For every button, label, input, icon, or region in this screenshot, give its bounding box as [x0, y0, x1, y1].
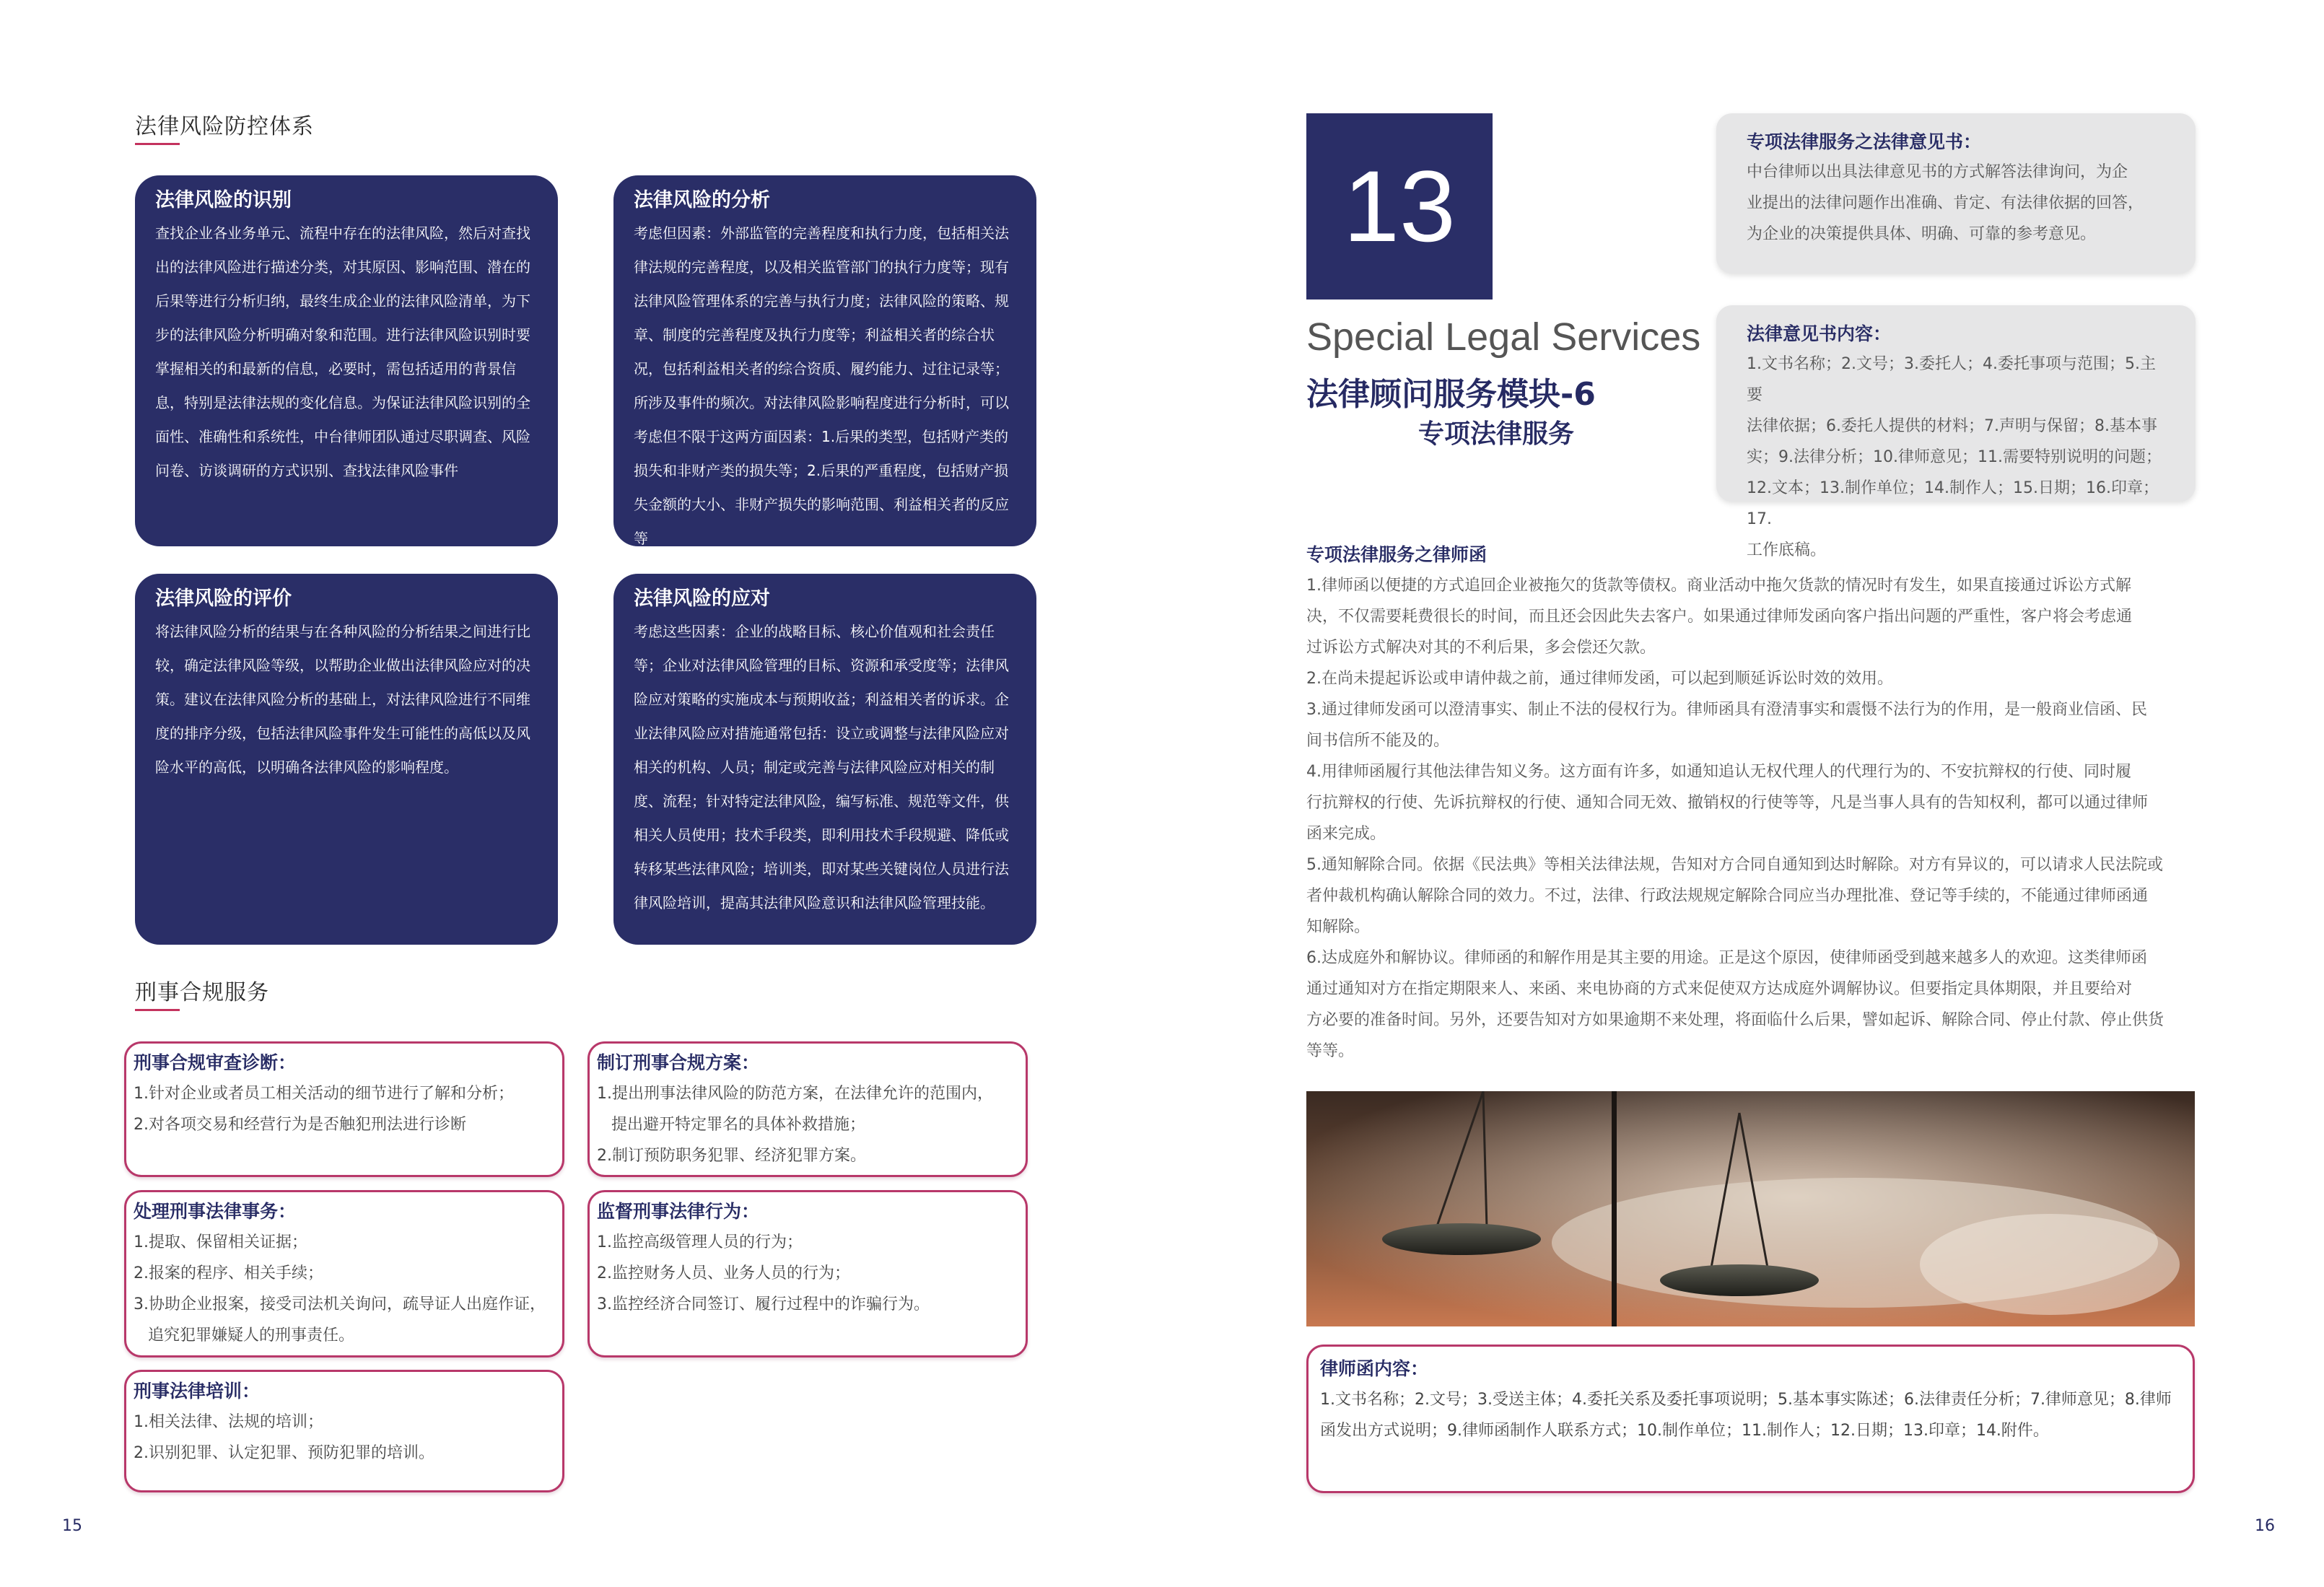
- card-title: 法律风险的分析: [634, 189, 770, 211]
- letter-content-line: 函发出方式说明；9.律师函制作人联系方式；10.制作单位；11.制作人；12.日期；13.印章；14.附件。: [1320, 1422, 2049, 1440]
- scales-of-justice-photo: [1306, 1091, 2195, 1326]
- opinion-content-card: [1716, 305, 2196, 559]
- risk-evaluation-card: [135, 574, 558, 945]
- letter-line: 1.律师函以便捷的方式追回企业被拖欠的货款等债权。商业活动中拖欠货款的情况时有发生，如果直接通过诉讼方式解: [1306, 577, 2131, 595]
- compliance-item: 2.识别犯罪、认定犯罪、预防犯罪的培训。: [134, 1444, 434, 1462]
- content-card-line: 1.文书名称；2.文号；3.委托人；4.委托事项与范围；5.主要: [1747, 355, 2156, 404]
- letter-line: 者仲裁机构确认解除合同的效力。不过，法律、行政法规规定解除合同应当办理批准、登记等手续的，不能通过律师函通: [1306, 887, 2149, 905]
- compliance-card-training: [124, 1370, 564, 1492]
- compliance-title: 制订刑事合规方案：: [597, 1052, 760, 1073]
- card-body: 查找企业各业务单元、流程中存在的法律风险，然后对查找出的法律风险进行描述分类，对其原因、影响范围、潜在的后果等进行分析归纳，最终生成企业的法律风险清单，为下步的法律风险分析明确对象和范围。进行法律风险识别时要掌握相关的和最新的信息，必要时，需包括适用的背景信息，特别是法律法规的变化信息。为保证法律风险识别的全面性、准确性和系统性，中台律师团队通过尽职调查、风险问卷、访谈调研的方式识别、查找法律风险事件: [155, 224, 530, 479]
- compliance-item: 2.报案的程序、相关手续；: [134, 1264, 323, 1282]
- compliance-item: 3.协助企业报案，接受司法机关询问，疏导证人出庭作证，: [134, 1295, 546, 1313]
- card-title: 法律风险的识别: [155, 189, 292, 211]
- card-title: 法律风险的评价: [155, 587, 292, 610]
- compliance-item: 1.提出刑事法律风险的防范方案，在法律允许的范围内，: [597, 1085, 993, 1103]
- letter-line: 2.在尚未提起诉讼或申请仲裁之前，通过律师发函，可以起到顺延诉讼时效的效用。: [1306, 670, 1893, 688]
- opinion-card-title: 专项法律服务之法律意见书：: [1747, 131, 1982, 152]
- section-title-criminal-compliance: 刑事合规服务: [135, 980, 269, 1005]
- risk-response-card: [613, 574, 1036, 945]
- letter-line: 3.通过律师发函可以澄清事实、制止不法的侵权行为。律师函具有澄清事实和震慑不法行为的作用，是一般商业信函、民: [1306, 701, 2147, 719]
- page-number-right: 16: [2255, 1517, 2275, 1535]
- compliance-item: 3.监控经济合同签订、履行过程中的诈骗行为。: [597, 1295, 930, 1313]
- compliance-item: 提出避开特定罪名的具体补救措施；: [611, 1116, 866, 1134]
- opinion-card-line: 业提出的法律问题作出准确、肯定、有法律依据的回答，: [1747, 194, 2144, 212]
- letter-content-card: [1306, 1345, 2195, 1493]
- letter-section-title: 专项法律服务之律师函: [1306, 544, 1488, 565]
- risk-analysis-card: [613, 175, 1036, 546]
- compliance-item: 1.监控高级管理人员的行为；: [597, 1233, 803, 1251]
- card-title: 法律风险的应对: [634, 587, 770, 610]
- letter-line: 6.达成庭外和解协议。律师函的和解作用是其主要的用途。正是这个原因，使律师函受到越来越多人的欢迎。这类律师函: [1306, 949, 2147, 967]
- letter-line: 等等。: [1306, 1042, 1355, 1060]
- compliance-item: 2.对各项交易和经营行为是否触犯刑法进行诊断: [134, 1116, 466, 1134]
- letter-line: 行抗辩权的行使、先诉抗辩权的行使、通知合同无效、撤销权的行使等等，凡是当事人具有的告知权利，都可以通过律师: [1306, 794, 2149, 812]
- letter-line: 间书信所不能及的。: [1306, 732, 1450, 750]
- compliance-card-supervise: [587, 1190, 1028, 1358]
- section-underline: [135, 1009, 180, 1011]
- letter-line: 5.通知解除合同。依据《民法典》等相关法律法规，告知对方合同自通知到达时解除。对方有异议的，可以请求人民法院或: [1306, 856, 2163, 874]
- compliance-item: 2.监控财务人员、业务人员的行为；: [597, 1264, 850, 1282]
- content-card-line: 12.文本；13.制作单位；14.制作人；15.日期；16.印章；17.: [1747, 479, 2159, 528]
- letter-line: 方必要的准备时间。另外，还要告知对方如果逾期不来处理，将面临什么后果，譬如起诉、解除合同、停止付款、停止供货: [1306, 1011, 2164, 1029]
- compliance-title: 监督刑事法律行为：: [597, 1201, 760, 1222]
- section-underline: [135, 143, 180, 145]
- content-card-line: 实；9.法律分析；10.律师意见；11.需要特别说明的问题；: [1747, 448, 2162, 466]
- compliance-item: 1.针对企业或者员工相关活动的细节进行了解和分析；: [134, 1085, 514, 1103]
- page-number-left: 15: [62, 1517, 82, 1535]
- compliance-item: 1.提取、保留相关证据；: [134, 1233, 307, 1251]
- english-title: Special Legal Services: [1306, 315, 1701, 359]
- letter-line: 通过通知对方在指定期限来人、来函、来电协商的方式来促使双方达成庭外调解协议。但要指定具体期限，并且要给对: [1306, 980, 2133, 998]
- letter-line: 知解除。: [1306, 918, 1371, 936]
- chinese-subtitle: 专项法律服务: [1418, 419, 1575, 449]
- compliance-title: 处理刑事法律事务：: [134, 1201, 297, 1222]
- module-number-block: 13: [1306, 113, 1493, 300]
- letter-line: 决，不仅需要耗费很长的时间，而且还会因此失去客户。如果通过律师发函向客户指出问题的严重性，客户将会考虑通: [1306, 608, 2133, 626]
- chinese-title: 法律顾问服务模块-6: [1306, 376, 1596, 413]
- opinion-card-line: 中台律师以出具法律意见书的方式解答法律询问，为企: [1747, 163, 2128, 181]
- compliance-card-affairs: [124, 1190, 564, 1358]
- risk-identification-card: [135, 175, 558, 546]
- letter-line: 过诉讼方式解决对其的不利后果，多会偿还欠款。: [1306, 639, 1656, 657]
- letter-line: 4.用律师函履行其他法律告知义务。这方面有许多，如通知追认无权代理人的代理行为的、不安抗辩权的行使、同时履: [1306, 763, 2131, 781]
- compliance-card-review: [124, 1041, 564, 1177]
- card-body: 考虑但因素：外部监管的完善程度和执行力度，包括相关法律法规的完善程度，以及相关监管部门的执行力度等；现有法律风险管理体系的完善与执行力度；法律风险的策略、规章、制度的完善程度及执行力度等；利益相关者的综合状况，包括利益相关者的综合资质、履约能力、过往记录等；所涉及事件的频次。对法律风险影响程度进行分析时，可以考虑但不限于这两方面因素：1.后果的类型，包括财产类的损失和非财产类的损失等；2.后果的严重程度，包括财产损失金额的大小、非财产损失的影响范围、利益相关者的反应等: [634, 224, 1009, 547]
- letter-line: 函来完成。: [1306, 825, 1386, 843]
- scales-photo-svg: [1306, 1091, 2195, 1326]
- content-card-line: 工作底稿。: [1747, 541, 1827, 559]
- compliance-title: 刑事法律培训：: [134, 1381, 261, 1402]
- lawyer-letter-section: [1306, 540, 2194, 1067]
- section-title-risk-system: 法律风险防控体系: [135, 114, 314, 139]
- letter-content-title: 律师函内容：: [1320, 1358, 1429, 1379]
- compliance-card-plan: [587, 1041, 1028, 1177]
- compliance-item: 2.制订预防职务犯罪、经济犯罪方案。: [597, 1147, 866, 1165]
- content-card-line: 法律依据；6.委托人提供的材料；7.声明与保留；8.基本事: [1747, 417, 2157, 435]
- content-card-title: 法律意见书内容：: [1747, 323, 1892, 344]
- compliance-item: 追究犯罪嫌疑人的刑事责任。: [148, 1326, 355, 1345]
- letter-content-line: 1.文书名称；2.文号；3.受送主体；4.委托关系及委托事项说明；5.基本事实陈述；6.法律责任分析；7.律师意见；8.律师: [1320, 1391, 2172, 1409]
- opinion-card-line: 为企业的决策提供具体、明确、可靠的参考意见。: [1747, 225, 2097, 243]
- compliance-title: 刑事合规审查诊断：: [134, 1052, 297, 1073]
- card-body: 将法律风险分析的结果与在各种风险的分析结果之间进行比较，确定法律风险等级，以帮助企业做出法律风险应对的决策。建议在法律风险分析的基础上，对法律风险进行不同维度的排序分级，包括法律风险事件发生可能性的高低以及风险水平的高低，以明确各法律风险的影响程度。: [155, 623, 530, 776]
- legal-opinion-card: [1716, 113, 2196, 274]
- compliance-item: 1.相关法律、法规的培训；: [134, 1413, 323, 1431]
- card-body: 考虑这些因素：企业的战略目标、核心价值观和社会责任等；企业对法律风险管理的目标、资源和承受度等；法律风险应对策略的实施成本与预期收益；利益相关者的诉求。企业法律风险应对措施通常包括：设立或调整与法律风险应对相关的机构、人员；制定或完善与法律风险应对相关的制度、流程；针对特定法律风险，编写标准、规范等文件，供相关人员使用；技术手段类，即利用技术手段规避、降低或转移某些法律风险；培训类，即对某些关键岗位人员进行法律风险培训，提高其法律风险意识和法律风险管理技能。: [634, 623, 1009, 911]
